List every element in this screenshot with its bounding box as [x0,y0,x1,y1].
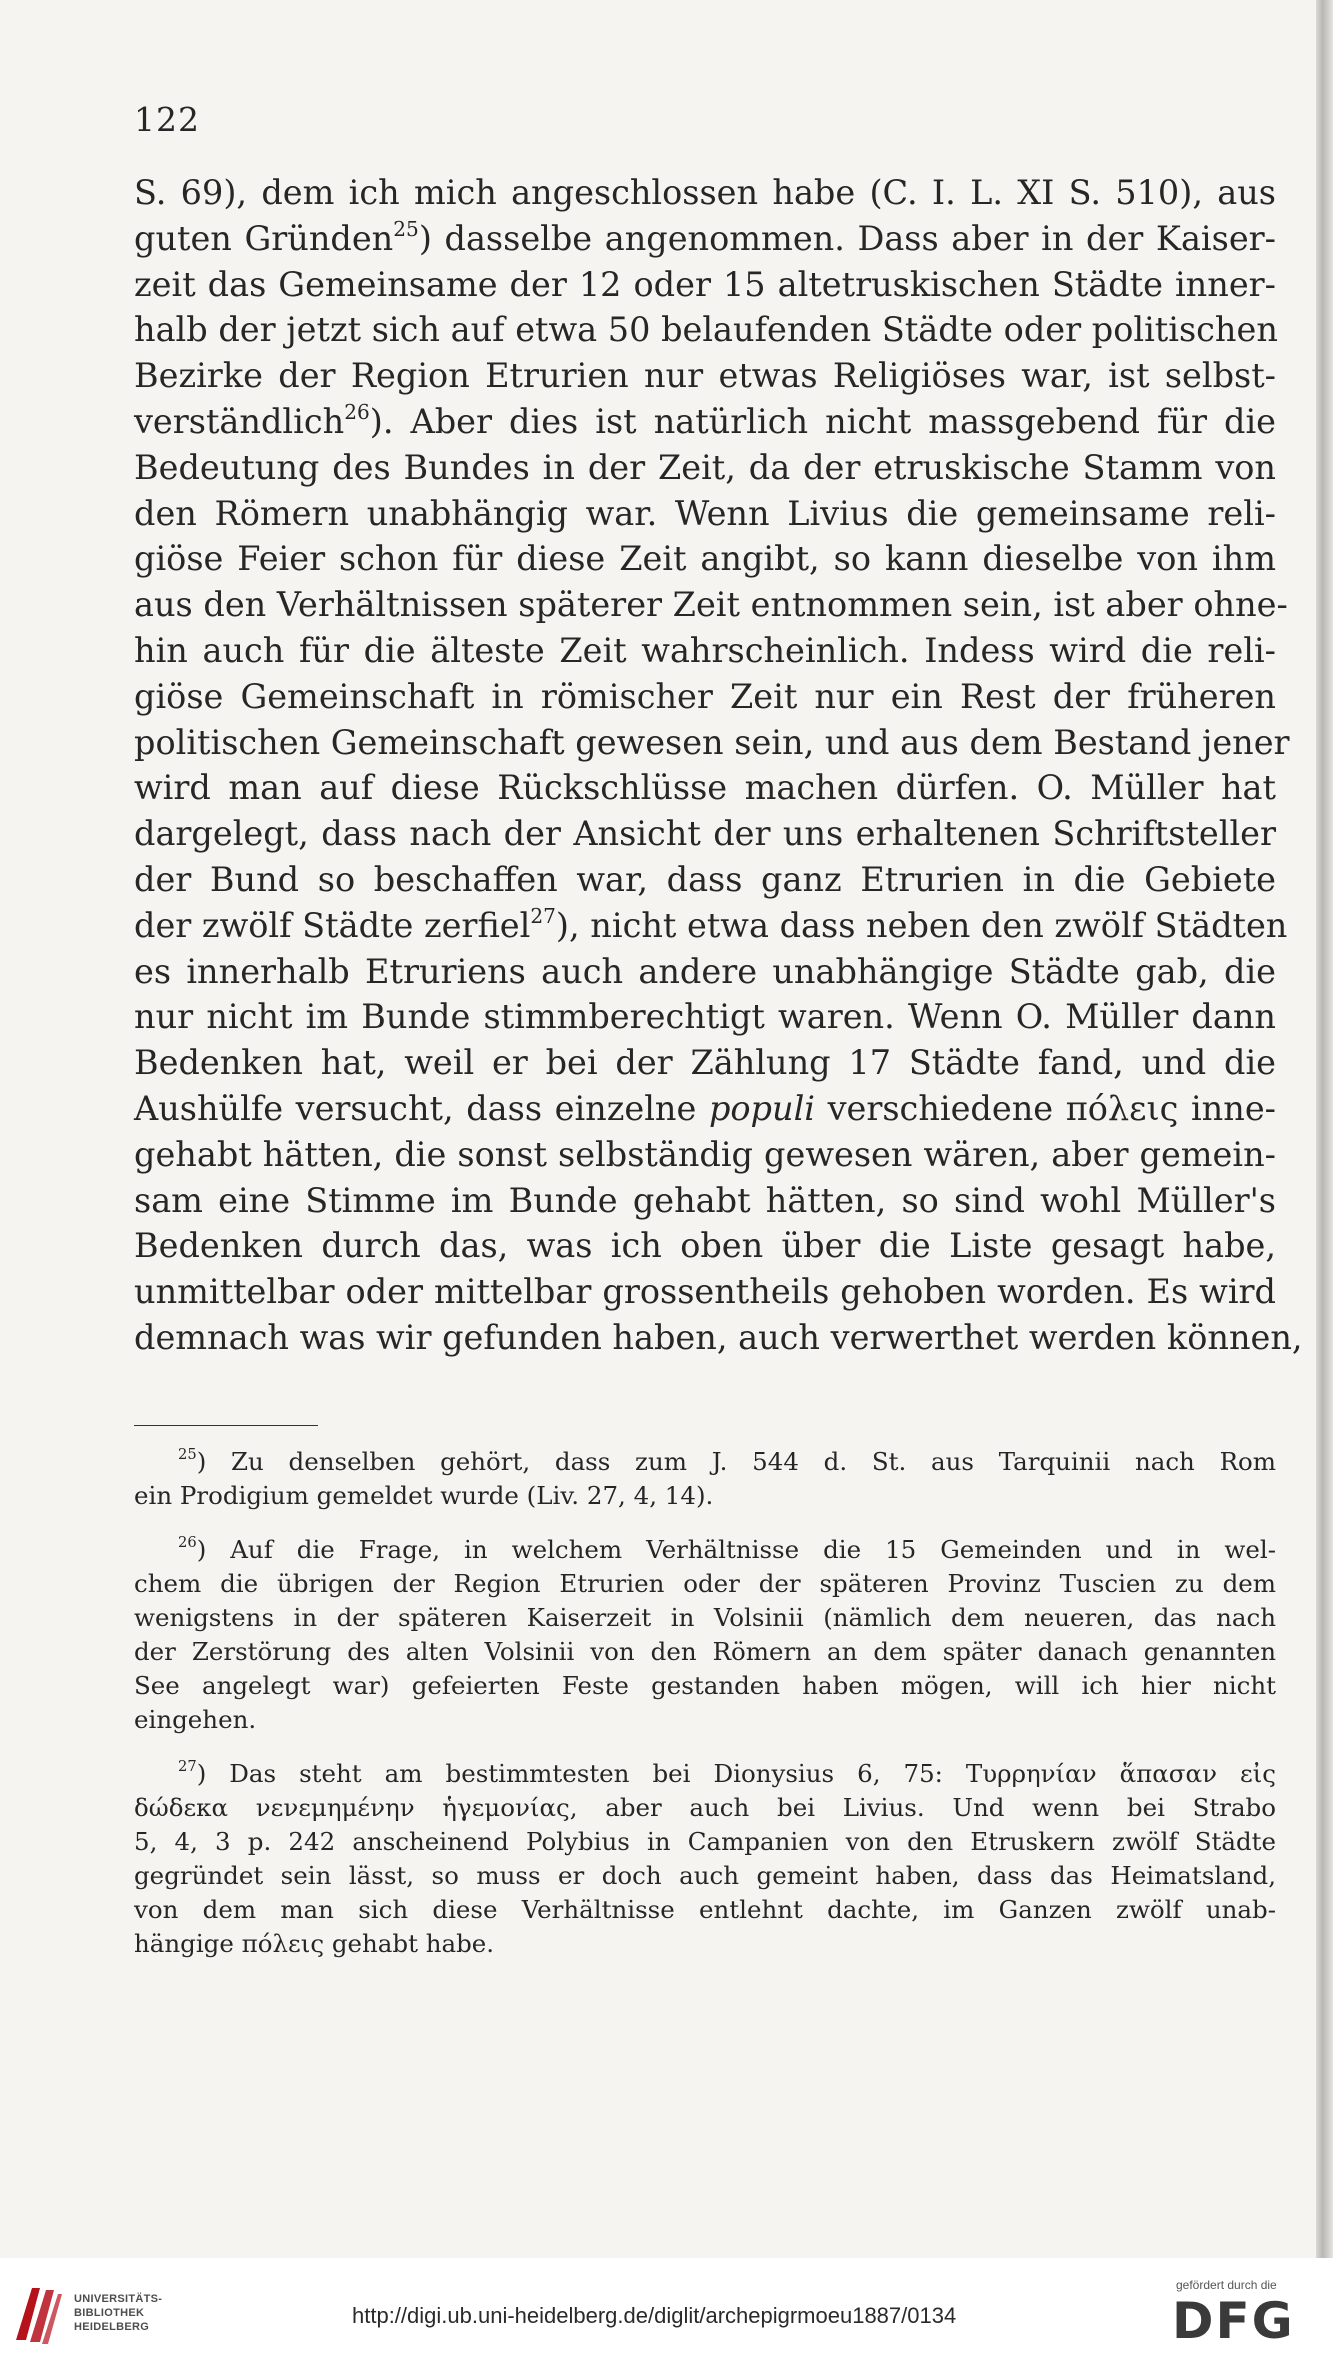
text-line: Bedenken hat, weil er bei der Zählung 17 Städte fand, und die [134,1043,1276,1083]
footnote-26: $^{26}$) Auf die Frage, in welchem Verhältnisse die 15 Gemeinden und in wel- chem die übrigen der Region Etrurien oder der späteren Provinz Tuscien zu dem wenigstens in der späteren Kaiserzeit in Volsinii (nämlich dem neueren, das nach der Zerstörung des alten Volsinii von den Römern an dem später danach genannten See angelegt war) gefeierten Feste gestanden haben mögen, will ich hier nicht eingehen. [134,1534,1276,1734]
viewer-footer [0,2258,1333,2373]
text-line: den Römern unabhängig war. Wenn Livius die gemeinsame reli- [134,493,1276,533]
footnote-mark: 27 [178,1758,197,1776]
text-line: unmittelbar oder mittelbar grossentheils gehoben worden. Es wird [134,1272,1276,1312]
dfg-logo[interactable]: DFG [1172,2292,1295,2350]
text-line: demnach was wir gefunden haben, auch verwerthet werden können, [134,1317,1303,1357]
text-line: giöse Feier schon für diese Zeit angibt, so kann dieselbe von ihm [134,539,1276,579]
text-line: Bezirke der Region Etrurien nur etwas Religiöses war, ist selbst- [134,356,1276,396]
page-edge-shadow [1316,0,1333,2258]
footnote-divider [134,1425,318,1426]
funding-note: gefördert durch die [1176,2278,1277,2292]
text-line: Aushülfe versucht, dass einzelne populi verschiedene πόλεις inne- [134,1088,1276,1128]
text-line: gehabt hätten, die sonst selbständig gewesen wären, aber gemein- [134,1134,1276,1174]
footnote-mark: 25 [178,1446,197,1464]
text-line: halb der jetzt sich auf etwa 50 belaufenden Städte oder politischen [134,310,1278,350]
footnote-mark: 26 [178,1534,197,1552]
library-name: UNIVERSITÄTS- BIBLIOTHEK HEIDELBERG [74,2293,163,2333]
text-line: der zwölf Städte zerfiel$^{27}$), nicht etwa dass neben den zwölf Städten [134,903,1288,945]
text-line: zeit das Gemeinsame der 12 oder 15 altetruskischen Städte inner- [134,264,1276,304]
text-line: es innerhalb Etruriens auch andere unabhängige Städte gab, die [134,951,1276,991]
text-line: politischen Gemeinschaft gewesen sein, und aus dem Bestand jener [134,722,1290,762]
text-line: giöse Gemeinschaft in römischer Zeit nur ein Rest der früheren [134,676,1276,716]
text-line: der Bund so beschaffen war, dass ganz Etrurien in die Gebiete [134,859,1276,899]
text-line: guten Gründen$^{25}$) dasselbe angenommen. Dass aber in der Kaiser- [134,216,1276,258]
italic-term: populi [708,1088,815,1128]
footnote-ref[interactable]: 27 [530,903,556,928]
footnote-25: $^{25}$) Zu denselben gehört, dass zum J. 544 d. St. aus Tarquinii nach Rom ein Prodigium gemeldet wurde (Liv. 27, 4, 14). [134,1446,1276,1510]
text-line: sam eine Stimme im Bunde gehabt hätten, so sind wohl Müller's [134,1180,1276,1220]
text-line: nur nicht im Bunde stimmberechtigt waren. Wenn O. Müller dann [134,997,1276,1037]
university-library-logo-icon[interactable] [12,2280,64,2350]
permalink-url[interactable]: http://digi.ub.uni-heidelberg.de/diglit/archepigrmoeu1887/0134 [352,2303,957,2328]
footnotes [134,1445,1276,1961]
page-number: 122 [134,100,200,139]
text-line: Bedenken durch das, was ich oben über die Liste gesagt habe, [134,1226,1276,1266]
footnote-27: $^{27}$) Das steht am bestimmtesten bei Dionysius 6, 75: Τυρρηνίαν ἅπασαν εἰς δώδεκα νενεμημένην ἡγεμονίας, aber auch bei Livius. Und wenn bei Strabo 5, 4, 3 p. 242 anscheinend Polybius in Campanien von den Etruskern zwölf Städte gegründet sein lässt, so muss er doch auch gemeint haben, dass das Heimatsland, von dem man sich diese Verhältnisse entlehnt dachte, im Ganzen zwölf unab- hängige πόλεις gehabt habe. [134,1758,1276,1958]
text-line: hin auch für die älteste Zeit wahrscheinlich. Indess wird die reli- [134,630,1276,670]
text-line: dargelegt, dass nach der Ansicht der uns erhaltenen Schriftsteller [134,814,1276,854]
text-line: wird man auf diese Rückschlüsse machen dürfen. O. Müller hat [134,768,1276,808]
footnote-ref[interactable]: 25 [393,216,419,241]
body-text [134,170,1303,1361]
text-line: aus den Verhältnissen späterer Zeit entnommen sein, ist aber ohne- [134,585,1288,625]
text-line: Bedeutung des Bundes in der Zeit, da der etruskische Stamm von [134,447,1276,487]
footnote-ref[interactable]: 26 [344,399,370,424]
text-line: S. 69), dem ich mich angeschlossen habe (C. I. L. XI S. 510), aus [134,173,1276,212]
text-line: verständlich$^{26}$). Aber dies ist natürlich nicht massgebend für die [134,399,1276,441]
